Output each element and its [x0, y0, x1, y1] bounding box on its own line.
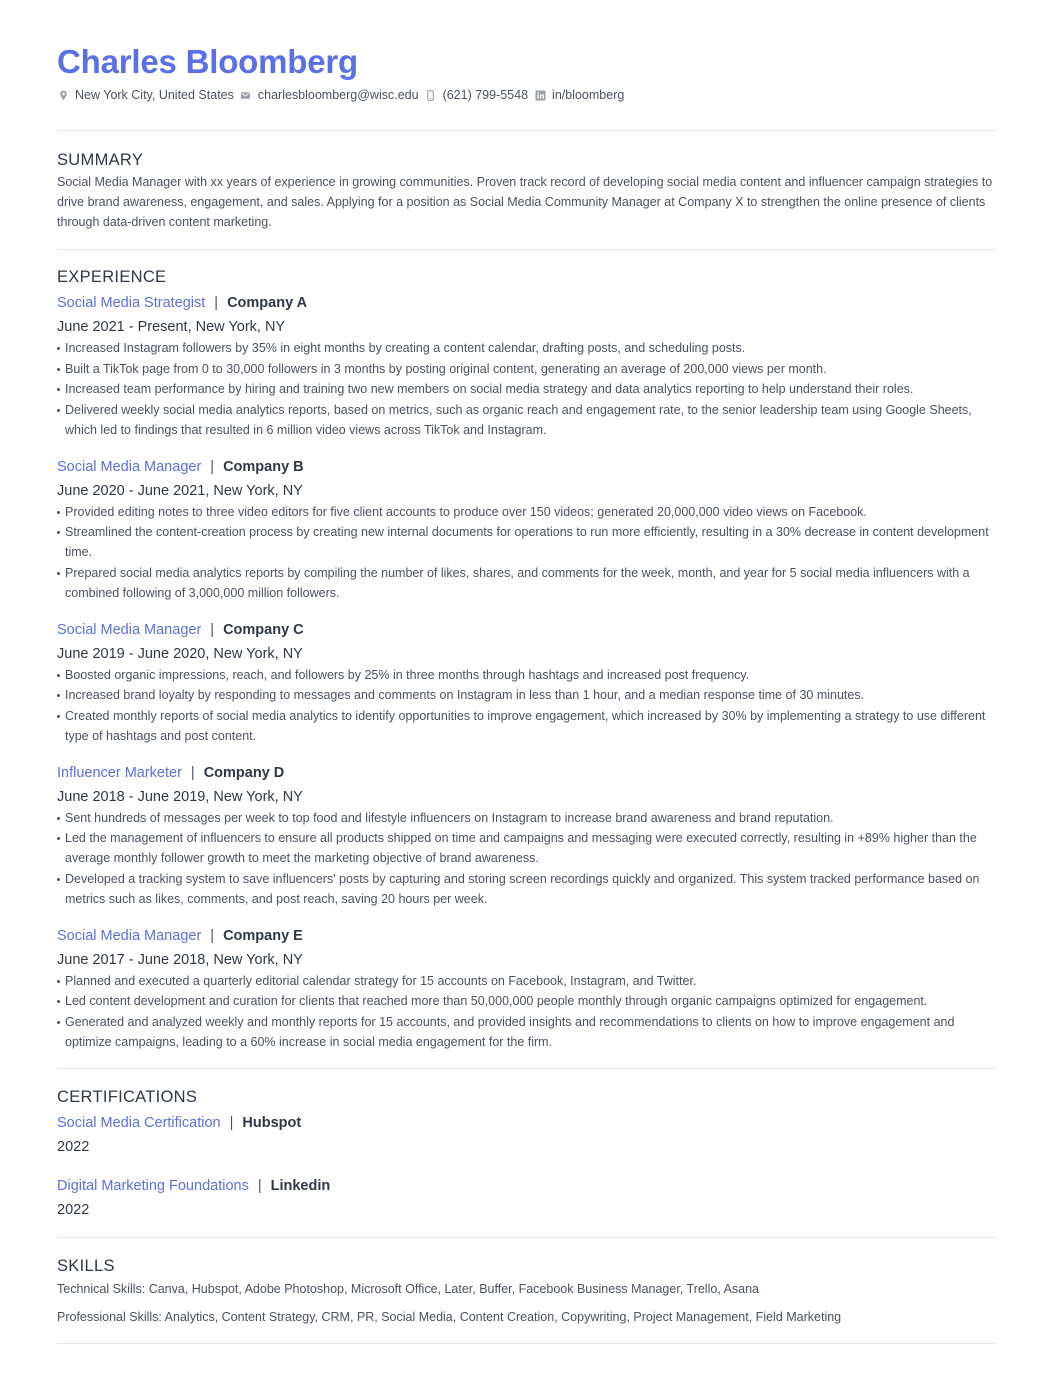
certification-entry — [57, 1176, 996, 1220]
certification-heading — [57, 1113, 996, 1133]
certification-issuer: Hubspot — [242, 1115, 302, 1131]
separator: | — [210, 927, 215, 944]
job-entry — [57, 763, 996, 909]
separator: | — [210, 458, 215, 475]
job-heading — [57, 763, 996, 783]
job-heading — [57, 293, 996, 313]
contact-linkedin[interactable] — [534, 88, 624, 102]
job-bullets — [57, 502, 996, 603]
certification-name: Digital Marketing Foundations — [57, 1178, 249, 1194]
bullet-item: Streamlined the content-creation process by creating new internal documents for operations to run more efficiently, resulting in a 30% decrease in content development time. — [57, 522, 996, 562]
job-dates-location: June 2018 - June 2019, New York, NY — [57, 788, 303, 805]
bullet-item: Generated and analyzed weekly and monthly reports for 15 accounts, and provided insights and recommendations to clients on how to improve engagement and optimize campaigns, leading to a 60% increase in social media engagement for the firm. — [57, 1012, 996, 1052]
skills-section — [57, 1238, 996, 1343]
company-name: Company D — [203, 764, 285, 781]
contact-email[interactable] — [240, 88, 419, 102]
experience-section — [57, 250, 996, 1068]
bullet-item: Increased brand loyalty by responding to messages and comments on Instagram in less than 1 hour, and a median response time of 30 minutes. — [57, 685, 996, 705]
job-entry — [57, 620, 996, 746]
separator: | — [214, 295, 219, 311]
job-bullets — [57, 808, 996, 909]
company-name: Company E — [223, 927, 303, 944]
job-entry — [57, 926, 996, 1052]
job-heading — [57, 926, 996, 946]
bullet-item: Prepared social media analytics reports by compiling the number of likes, shares, and comments for the week, month, and year for 5 social media influencers with a combined following of 3,000,000 million followers. — [57, 563, 996, 603]
separator: | — [210, 621, 215, 638]
summary-text: Social Media Manager with xx years of experience in growing communities. Proven track record of developing social media content and influencer campaign strategies to drive brand awareness, engagement, and sales. Applying for a position as Social Media Community Manager at Company X to strengthen the online presence of clients through data-driven content marketing. — [57, 175, 993, 229]
section-title-certifications: CERTIFICATIONS — [57, 1088, 198, 1106]
mail-icon — [240, 89, 252, 101]
technical-skills: Technical Skills: Canva, Hubspot, Adobe Photoshop, Microsoft Office, Later, Buffer, Facebook Business Manager, Trello, Asana — [57, 1282, 760, 1296]
separator: | — [257, 1178, 262, 1194]
job-title: Social Media Manager — [57, 458, 202, 475]
bullet-item: Developed a tracking system to save influencers' posts by capturing and storing screen recordings quickly and organized. This system tracked performance based on metrics such as likes, comments, and post reach, saving 20 hours per week. — [57, 869, 996, 909]
job-heading — [57, 457, 996, 477]
bullet-item: Led the management of influencers to ensure all products shipped on time and campaigns and messaging were executed correctly, resulting in +89% higher than the average monthly follower growth to meet the marketing objective of brand awareness. — [57, 828, 996, 868]
job-dates-location: June 2021 - Present, New York, NY — [57, 319, 286, 335]
bullet-item: Created monthly reports of social media analytics to identify opportunities to improve engagement, which increased by 30% by implementing a strategy to use different type of hashtags and post content. — [57, 706, 996, 746]
company-name: Company B — [223, 458, 304, 475]
bullet-item: Led content development and curation for clients that reached more than 50,000,000 people monthly through organic campaigns optimized for engagement. — [57, 991, 996, 1011]
job-title: Social Media Strategist — [57, 295, 206, 311]
separator: | — [190, 764, 195, 781]
map-pin-icon — [57, 89, 69, 101]
bullet-item: Built a TikTok page from 0 to 30,000 followers in 3 months by posting original content, generating an average of 200,000 views per month. — [57, 359, 996, 379]
separator: | — [229, 1115, 234, 1131]
bullet-item: Increased team performance by hiring and training two new members on social media strategy and data analytics reporting to help understand their roles. — [57, 379, 996, 399]
contact-phone — [425, 88, 528, 102]
bullet-item: Provided editing notes to three video editors for five client accounts to produce over 150 videos; generated 20,000,000 video views on Facebook. — [57, 502, 996, 522]
section-title-skills: SKILLS — [57, 1257, 115, 1275]
section-title-experience: EXPERIENCE — [57, 268, 167, 286]
certification-year: 2022 — [57, 1139, 90, 1155]
summary-section — [57, 131, 996, 249]
contact-location — [57, 88, 234, 102]
job-bullets — [57, 971, 996, 1052]
resume-header — [57, 42, 996, 104]
linkedin-link[interactable]: in/bloomberg — [552, 88, 625, 102]
job-entry — [57, 457, 996, 603]
job-title: Social Media Manager — [57, 621, 202, 638]
location-text: New York City, United States — [75, 88, 234, 102]
company-name: Company A — [227, 295, 308, 311]
bullet-item: Increased Instagram followers by 35% in eight months by creating a content calendar, drafting posts, and scheduling posts. — [57, 338, 996, 358]
contact-line — [57, 86, 996, 104]
candidate-name: Charles Bloomberg — [57, 43, 358, 80]
linkedin-icon — [534, 89, 546, 101]
job-title: Social Media Manager — [57, 927, 202, 944]
job-dates-location: June 2020 - June 2021, New York, NY — [57, 482, 303, 499]
certification-name: Social Media Certification — [57, 1115, 221, 1131]
phone-text: (621) 799-5548 — [442, 88, 529, 102]
section-title-summary: SUMMARY — [57, 151, 144, 169]
bullet-item: Delivered weekly social media analytics reports, based on metrics, such as organic reach and engagement rate, to the senior leadership team using Google Sheets, which led to findings that resulted in 6 million video views across TikTok and Instagram. — [57, 400, 996, 440]
bullet-item: Planned and executed a quarterly editorial calendar strategy for 15 accounts on Facebook, Instagram, and Twitter. — [57, 971, 996, 991]
job-title: Influencer Marketer — [57, 764, 182, 781]
phone-icon — [425, 89, 437, 101]
email-link[interactable]: charlesbloomberg@wisc.edu — [257, 88, 419, 102]
certification-heading — [57, 1176, 996, 1196]
bullet-item: Boosted organic impressions, reach, and followers by 25% in three months through hashtags and increased post frequency. — [57, 665, 996, 685]
job-bullets — [57, 665, 996, 746]
certification-entry — [57, 1113, 996, 1157]
job-heading — [57, 620, 996, 640]
job-dates-location: June 2019 - June 2020, New York, NY — [57, 645, 303, 662]
job-entry — [57, 293, 996, 440]
certifications-section — [57, 1069, 996, 1237]
bullet-item: Sent hundreds of messages per week to top food and lifestyle influencers on Instagram to increase brand awareness and brand reputation. — [57, 808, 996, 828]
company-name: Company C — [223, 621, 304, 638]
certification-issuer: Linkedin — [270, 1178, 331, 1194]
job-bullets — [57, 338, 996, 440]
job-dates-location: June 2017 - June 2018, New York, NY — [57, 951, 303, 968]
professional-skills: Professional Skills: Analytics, Content Strategy, CRM, PR, Social Media, Content Creation, Copywriting, Project Management, Field Marketing — [57, 1310, 842, 1324]
certification-year: 2022 — [57, 1202, 90, 1218]
divider — [57, 1343, 996, 1344]
